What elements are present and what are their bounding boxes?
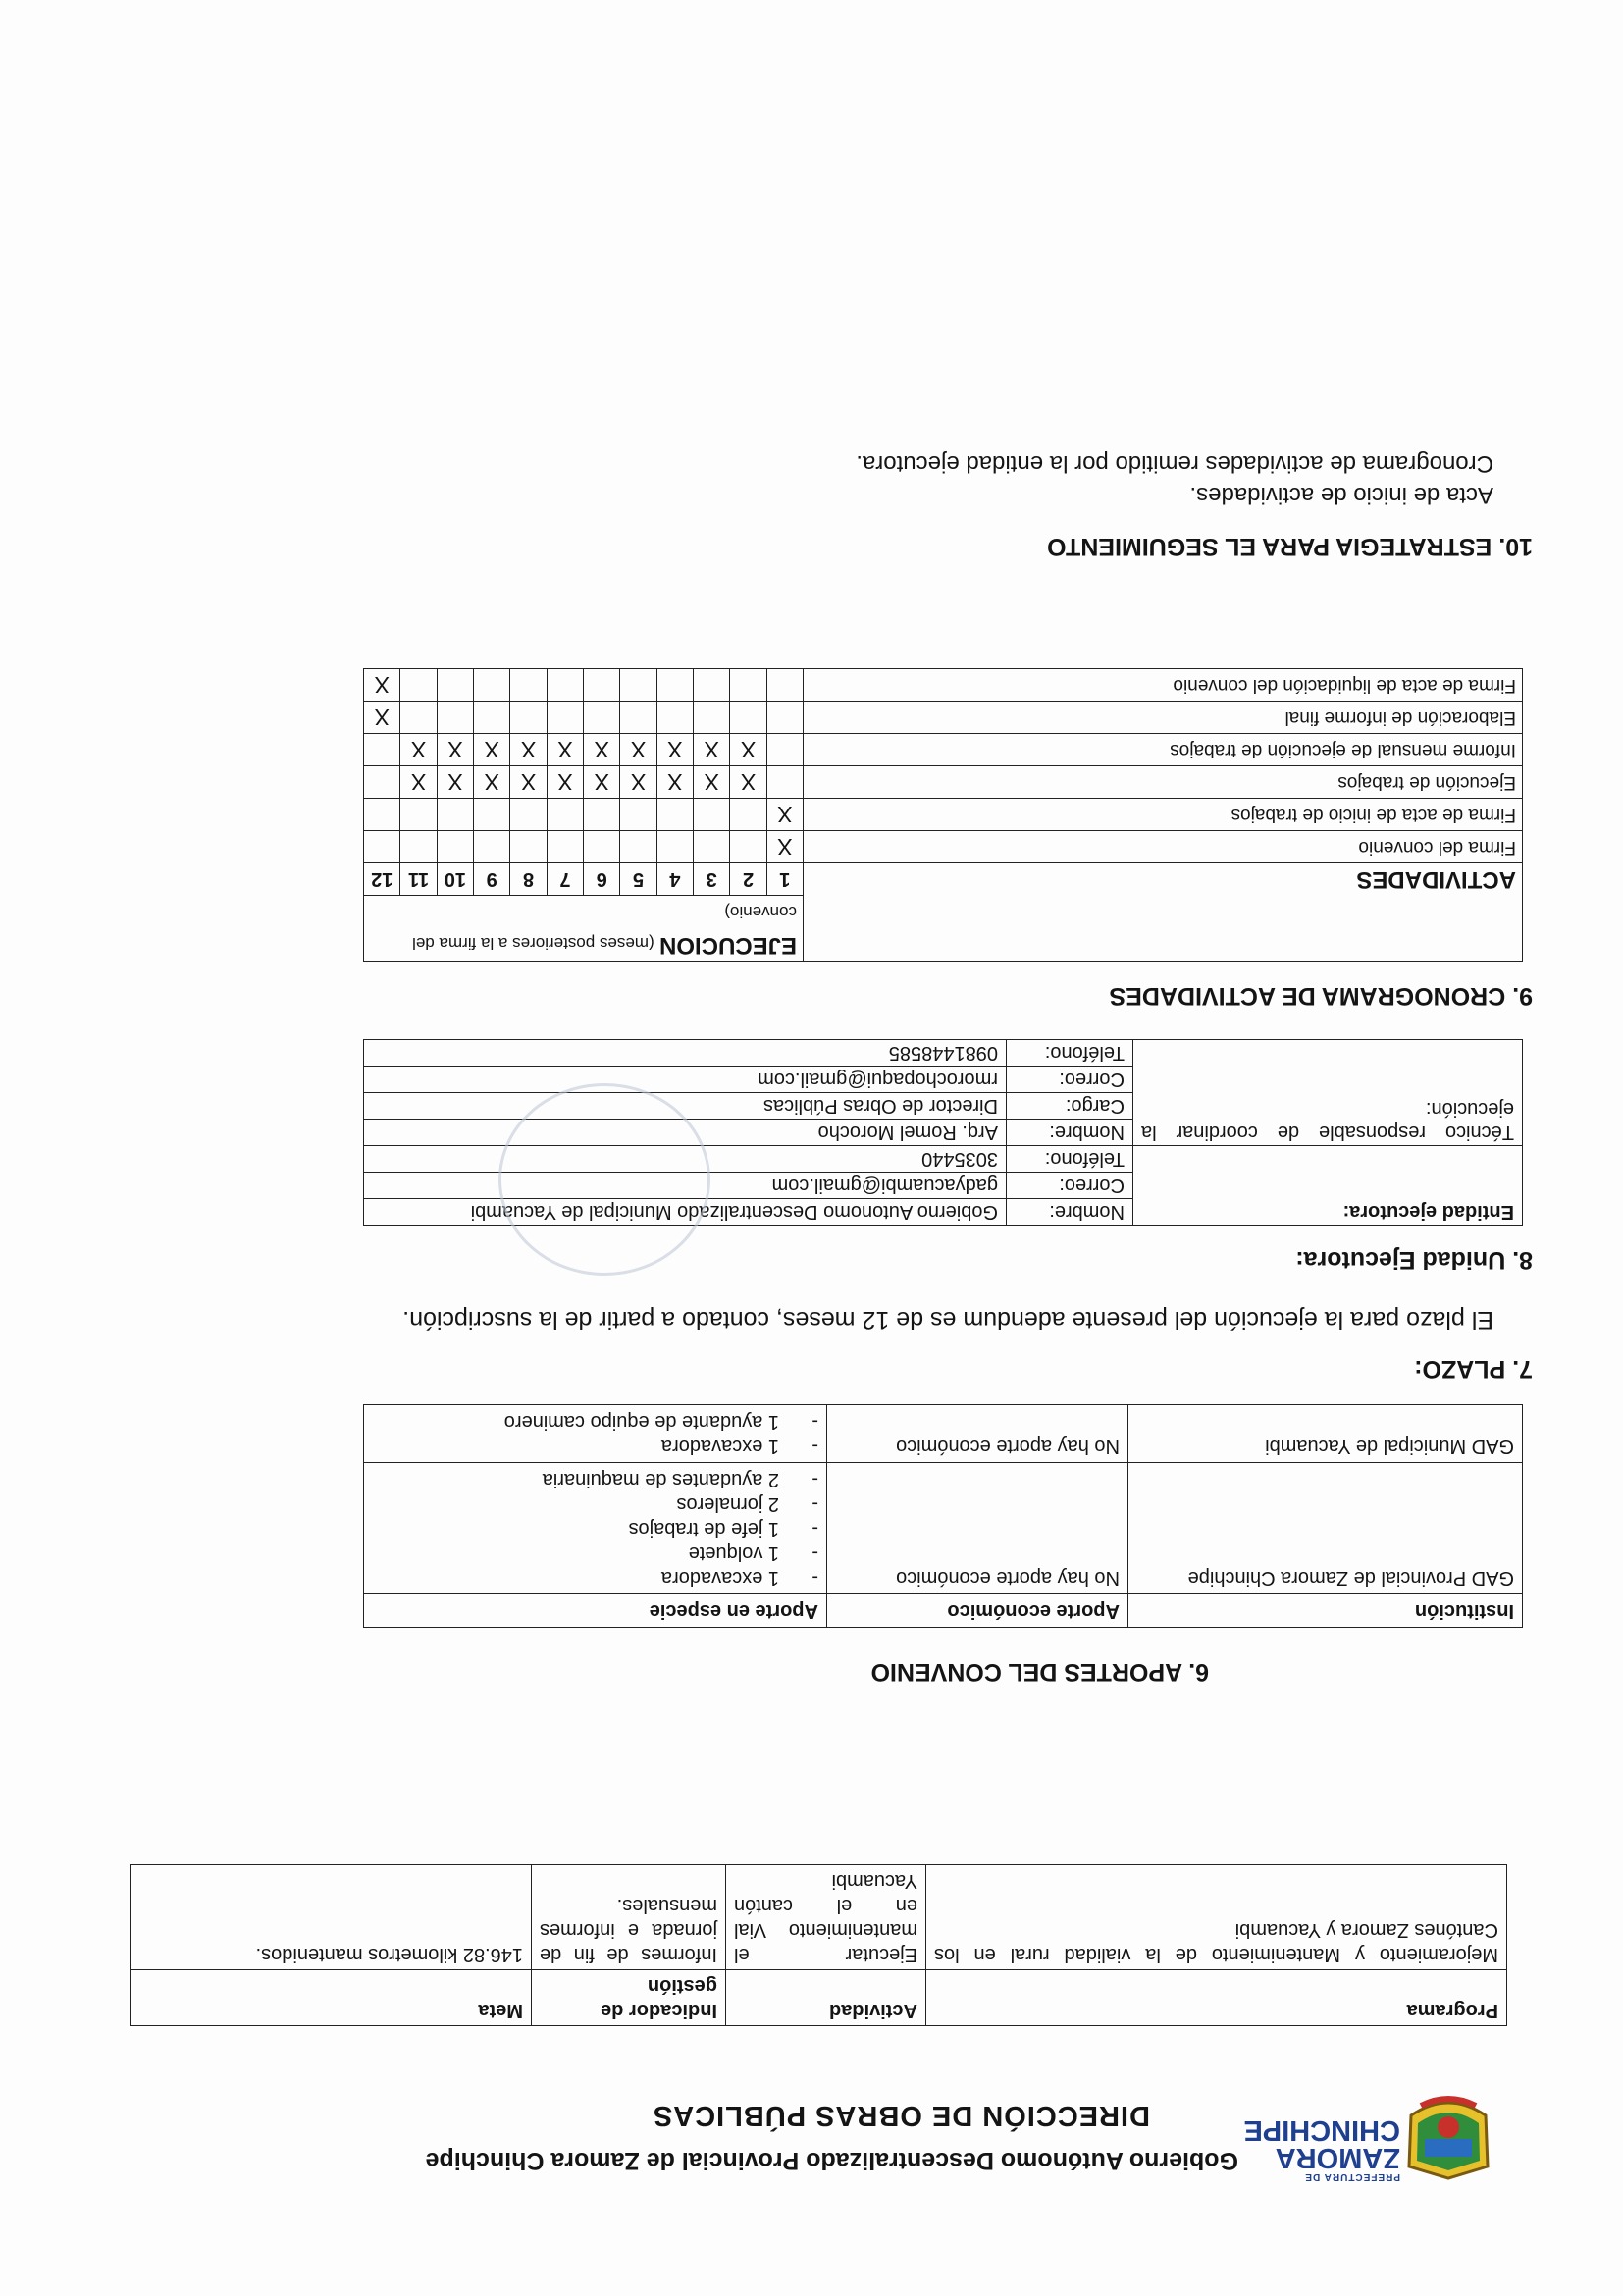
month-cell: X [656,766,693,799]
month-header: 9 [474,863,510,896]
ejecucion-note: (meses posteriores a la firma del convenio) [412,903,798,953]
month-header: 11 [400,863,437,896]
month-cell [584,702,620,734]
cronograma-table [363,668,1523,962]
month-cell [584,669,620,702]
month-header: 6 [584,863,620,896]
label-nombre: Nombre: [1007,1199,1133,1226]
month-cell [584,799,620,831]
month-cell: X [510,734,547,766]
cronograma-row [364,799,1523,831]
month-cell [400,702,437,734]
activity-label: Firma del convenio [804,831,1523,863]
month-cell [694,831,730,863]
label-telefono: Teléfono: [1007,1040,1133,1067]
cronograma-header-row [364,896,1523,962]
especie-list [372,1467,818,1590]
programa-table [130,1864,1507,2026]
label-nombre: Nombre: [1007,1120,1133,1146]
activity-label: Firma de acta de inicio de trabajos [804,799,1523,831]
seguimiento-line: Cronograma de actividades remitido por la entidad ejecutora. [856,450,1493,477]
month-cell: X [730,766,766,799]
month-cell [474,702,510,734]
month-cell [437,702,473,734]
month-cell [730,702,766,734]
label-correo: Correo: [1007,1067,1133,1093]
cell-economico: No hay aporte económico [827,1405,1128,1463]
month-header: 4 [656,863,693,896]
value-cargo: Director de Obras Públicas [364,1093,1007,1120]
programa-row [131,1865,1507,1970]
especie-item: - 2 jornaleros [372,1491,818,1516]
cell-institucion: GAD Municipal de Yacuambi [1128,1405,1523,1463]
entidad-ejecutora-label: Entidad ejecutora: [1133,1146,1523,1226]
especie-list [372,1409,818,1458]
month-cell: X [400,766,437,799]
month-cell [730,799,766,831]
value-correo: gadyacuambi@gmail.com [364,1173,1007,1199]
month-cell: X [364,702,400,734]
month-cell: X [474,734,510,766]
month-cell [547,831,583,863]
month-header: 7 [547,863,583,896]
col-institucion: Institución [1128,1594,1523,1628]
logo-prefix: PREFECTURA DE [1304,2171,1400,2182]
organization-title: Gobierno Autónomo Descentralizado Provincial de Zamora Chinchipe [425,2147,1238,2174]
month-cell [620,702,656,734]
cronograma-row [364,669,1523,702]
faded-stamp [498,1083,710,1276]
col-ejecucion [364,896,804,962]
col-indicador: Indicador de gestión [532,1970,726,2026]
prefectura-shield-logo [1403,2090,1493,2184]
col-aporte-economico: Aporte económico [827,1594,1128,1628]
month-cell: X [547,766,583,799]
month-cell [400,669,437,702]
cell-actividad: Ejecutar el mantenimiento Vial en el cantón Yacuambi [726,1865,926,1970]
month-cell: X [510,766,547,799]
month-header: 3 [694,863,730,896]
label-correo: Correo: [1007,1173,1133,1199]
month-cell [620,669,656,702]
month-cell [510,669,547,702]
cell-especie [364,1463,827,1594]
month-cell: X [656,734,693,766]
month-cell: X [730,734,766,766]
month-cell: X [437,734,473,766]
month-cell [547,799,583,831]
cronograma-row [364,702,1523,734]
activity-label: Informe mensual de ejecución de trabajos [804,734,1523,766]
month-cell [694,669,730,702]
month-cell [766,766,803,799]
activity-label: Ejecución de trabajos [804,766,1523,799]
month-cell: X [766,799,803,831]
month-cell [437,831,473,863]
month-cell [510,702,547,734]
cell-economico: No hay aporte económico [827,1463,1128,1594]
especie-item: - 1 jefe de trabajos [372,1516,818,1540]
month-cell [547,702,583,734]
month-cell [400,831,437,863]
month-header: 5 [620,863,656,896]
month-cell: X [400,734,437,766]
cell-especie [364,1405,827,1463]
label-telefono: Teléfono: [1007,1146,1133,1173]
month-cell: X [437,766,473,799]
prefectura-wordmark [1243,2116,1400,2182]
plazo-paragraph: El plazo para la ejecución del presente adendum es de 12 meses, contado a partir de la suscripción. [402,1306,1493,1333]
section-6-heading: 6. APORTES DEL CONVENIO [870,1658,1209,1686]
month-cell [730,669,766,702]
cronograma-row [364,734,1523,766]
month-cell [766,669,803,702]
month-cell [364,734,400,766]
logo-subname: CHINCHIPE [1243,2114,1400,2146]
month-cell [510,799,547,831]
cronograma-row [364,831,1523,863]
activity-label: Elaboración de informe final [804,702,1523,734]
month-cell [474,669,510,702]
month-cell [656,669,693,702]
month-cell: X [766,831,803,863]
department-title: DIRECCIÓN DE OBRAS PÚBLICAS [652,2100,1150,2131]
section-10-heading: 10. ESTRATEGIA PARA EL SEGUIMIENTO [1047,533,1533,560]
cell-programa: Mejoramiento y Mantenimiento de la vialidad rural en los Cantónes Zamora y Yacuambi [926,1865,1507,1970]
month-header: 10 [437,863,473,896]
month-cell [547,669,583,702]
section-9-heading: 9. CRONOGRAMA DE ACTIVIDADES [1109,982,1533,1010]
month-cell: X [620,766,656,799]
value-nombre: Gobierno Autonomo Descentralizado Municipal de Yacuambi [364,1199,1007,1226]
month-cell: X [694,734,730,766]
month-cell [694,702,730,734]
month-cell [584,831,620,863]
month-header: 8 [510,863,547,896]
aportes-header-row [364,1594,1523,1628]
month-cell [766,702,803,734]
month-cell: X [584,766,620,799]
month-cell [694,799,730,831]
month-cell [620,799,656,831]
month-cell [656,799,693,831]
especie-item: - 1 excavadora [372,1434,818,1458]
especie-item: - 1 volquete [372,1540,818,1565]
cell-indicador: Informes de fin de jornada e informes mensuales. [532,1865,726,1970]
month-header: 1 [766,863,803,896]
programa-header-row [131,1970,1507,2026]
cronograma-body [364,669,1523,863]
document-body [130,447,1533,2188]
month-cell [437,799,473,831]
month-cell: X [474,766,510,799]
cell-meta: 146.82 kilometros mantenidos. [131,1865,532,1970]
month-cell [656,702,693,734]
month-cell: X [694,766,730,799]
section-8-heading: 8. Unidad Ejecutora: [1295,1246,1533,1274]
seguimiento-line: Acta de inicio de actividades. [1189,482,1493,508]
especie-item: - 2 ayudantes de maquinaria [372,1467,818,1491]
aportes-row [364,1463,1523,1594]
value-telefono: 0981448585 [364,1040,1007,1067]
month-cell: X [364,669,400,702]
month-cell [364,799,400,831]
month-cell: X [547,734,583,766]
section-7-heading: 7. PLAZO: [1414,1355,1533,1383]
col-programa: Programa [926,1970,1507,2026]
page-header [130,2026,1533,2188]
month-cell [620,831,656,863]
ejecucion-title: EJECUCION [658,932,798,959]
label-cargo: Cargo: [1007,1093,1133,1120]
month-cell: X [584,734,620,766]
month-cell: X [620,734,656,766]
month-header: 2 [730,863,766,896]
month-cell [400,799,437,831]
col-aporte-especie: Aporte en especie [364,1594,827,1628]
cronograma-row [364,766,1523,799]
value-correo: rmorochopaqui@gmail.com [364,1067,1007,1093]
month-cell [474,831,510,863]
activity-label: Firma de acta de liquidación del convenio [804,669,1523,702]
col-meta: Meta [131,1970,532,2026]
tecnico-responsable-label: Técnico responsable de coordinar la ejecución: [1133,1040,1523,1146]
month-cell [437,669,473,702]
month-header: 12 [364,863,400,896]
month-cell [474,799,510,831]
value-nombre: Arq. Romel Morocho [364,1120,1007,1146]
value-telefono: 3035440 [364,1146,1007,1173]
col-actividad: Actividad [726,1970,926,2026]
month-cell [766,734,803,766]
aportes-row [364,1405,1523,1463]
month-cell [364,831,400,863]
month-cell [364,766,400,799]
especie-item: - 1 excavadora [372,1565,818,1590]
cell-institucion: GAD Provincial de Zamora Chinchipe [1128,1463,1523,1594]
aportes-table [363,1404,1523,1628]
month-cell [510,831,547,863]
especie-item: - 1 ayudante de equipo caminero [372,1409,818,1434]
month-cell [656,831,693,863]
month-cell [730,831,766,863]
logo-name: ZAMORA [1275,2142,1400,2173]
col-actividades: ACTIVIDADES [804,863,1523,962]
